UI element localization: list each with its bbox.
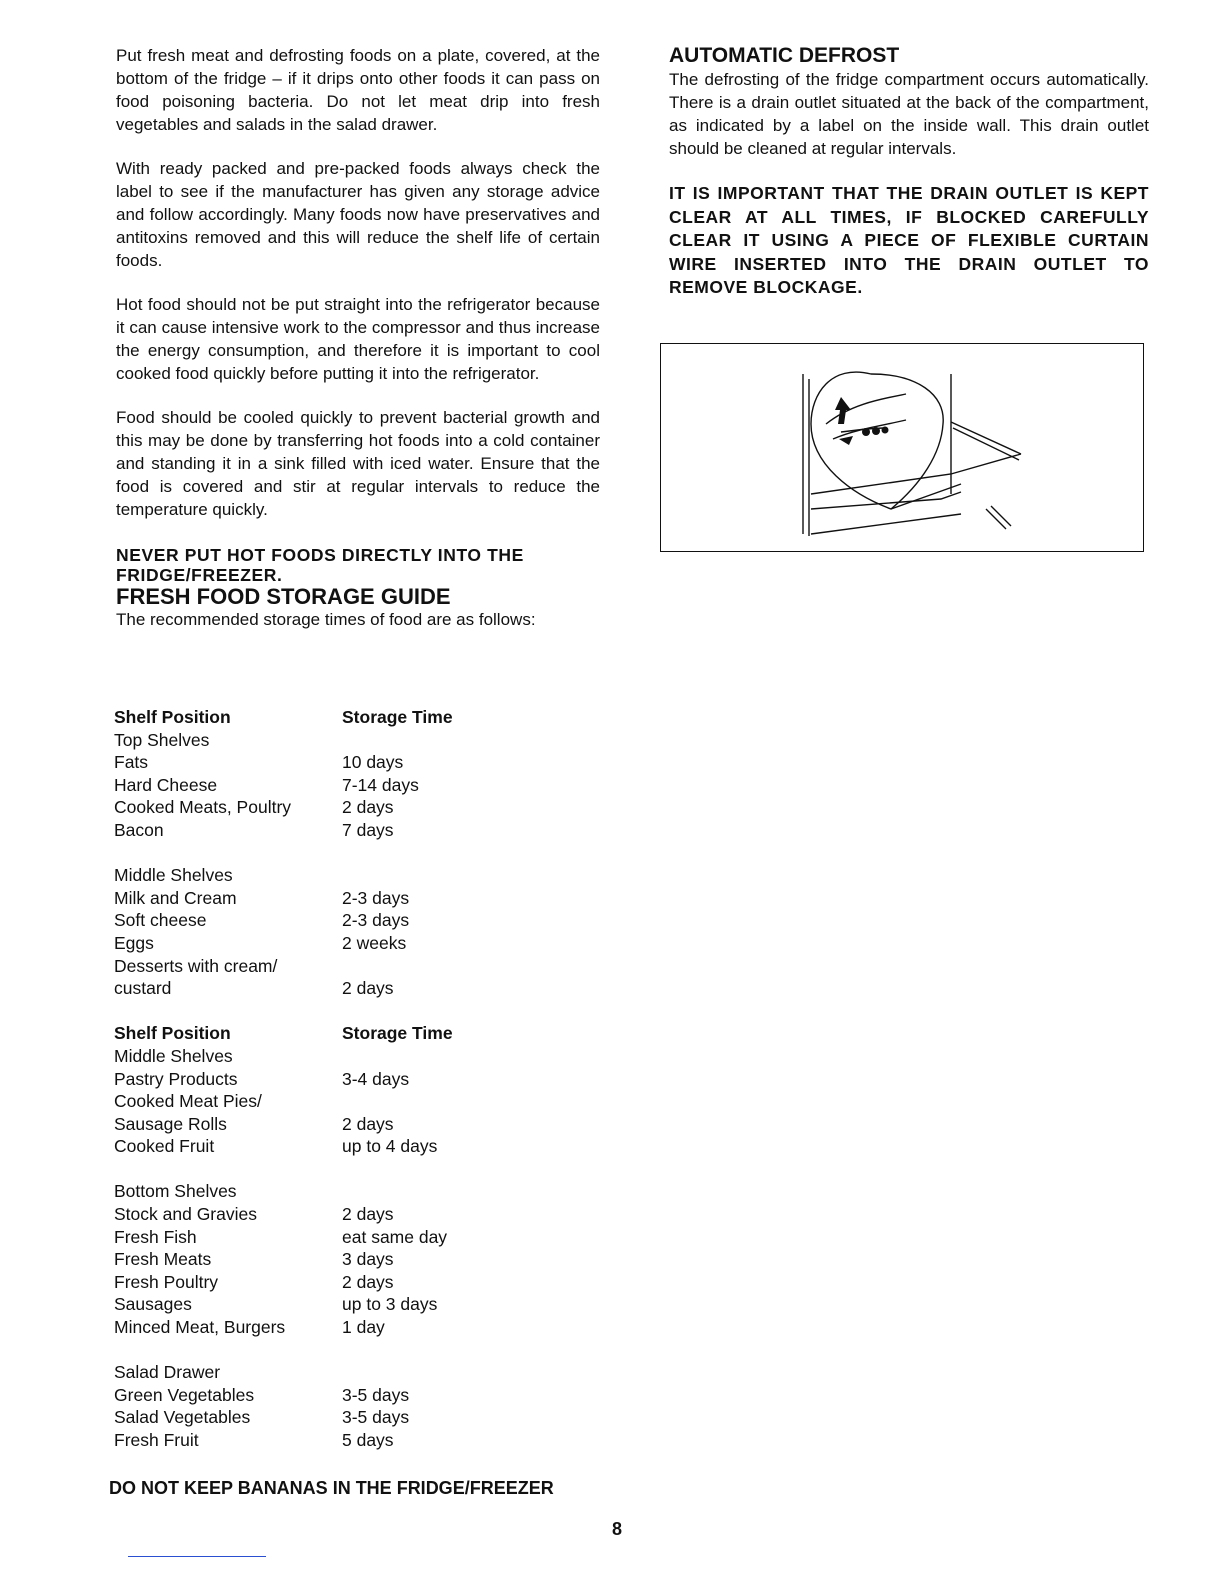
food-item: custard xyxy=(114,978,172,999)
storage-time xyxy=(342,864,528,887)
storage-time xyxy=(342,955,528,978)
table-row xyxy=(108,1135,528,1158)
food-item: Cooked Fruit xyxy=(114,1136,215,1157)
storage-time: 5 days xyxy=(342,1430,394,1450)
table-header-row xyxy=(108,1022,528,1045)
food-item: Sausage Rolls xyxy=(114,1113,227,1134)
food-item: Middle Shelves xyxy=(114,865,233,886)
paragraph-fresh-meat: Put fresh meat and defrosting foods on a plate, covered, at the bottom of the fridge – if it drips onto other foods it can pass on food poisoning bacteria. Do not let meat drip into fresh vegetables and salads in the salad drawer. xyxy=(116,46,600,134)
table-row xyxy=(108,1429,528,1452)
food-item: Fresh Fish xyxy=(114,1226,197,1247)
food-item: Milk and Cream xyxy=(114,887,237,908)
table-row xyxy=(108,1226,528,1249)
table-row xyxy=(108,751,528,774)
column-header-storage-time: Storage Time xyxy=(342,1023,453,1044)
table-row xyxy=(108,887,528,910)
storage-time xyxy=(342,1361,528,1384)
table-row xyxy=(108,977,528,1000)
right-column xyxy=(669,44,1149,300)
footer-rule xyxy=(128,1556,266,1557)
table-row xyxy=(108,955,528,978)
table-row xyxy=(108,932,528,955)
storage-time: up to 4 days xyxy=(342,1136,438,1157)
food-item: Fresh Poultry xyxy=(114,1271,219,1292)
table-row xyxy=(108,774,528,797)
storage-guide-intro: The recommended storage times of food are as follows: xyxy=(116,610,536,629)
storage-time: up to 3 days xyxy=(342,1294,438,1315)
food-item: Soft cheese xyxy=(114,910,207,931)
column-header-shelf-position: Shelf Position xyxy=(114,707,231,727)
food-item: Cooked Meats, Poultry xyxy=(114,797,292,818)
automatic-defrost-text: The defrosting of the fridge compartment occurs automatically. There is a drain outlet situated at the back of the compartment, as indicated by a label on the inside wall. This drain outlet should be cleaned at regular intervals. xyxy=(669,70,1149,158)
food-item: Desserts with cream/ xyxy=(114,955,278,976)
drain-outlet-warning: IT IS IMPORTANT THAT THE DRAIN OUTLET IS KEPT CLEAR AT ALL TIMES, IF BLOCKED CAREFULLY CLEAR IT USING A PIECE OF FLEXIBLE CURTAIN WIRE INSERTED INTO THE DRAIN OUTLET TO REMOVE BLOCKAGE. xyxy=(669,183,1149,297)
food-item: Top Shelves xyxy=(114,729,210,750)
bananas-warning: DO NOT KEEP BANANAS IN THE FRIDGE/FREEZER xyxy=(109,1478,554,1498)
table-row xyxy=(108,909,528,932)
table-header-row xyxy=(108,706,528,729)
storage-time: 3-4 days xyxy=(342,1068,410,1089)
automatic-defrost-title: AUTOMATIC DEFROST xyxy=(669,44,900,67)
table-row xyxy=(108,819,528,842)
storage-time: 7 days xyxy=(342,819,394,840)
table-spacer xyxy=(108,842,528,865)
table-row xyxy=(108,1316,528,1339)
storage-time xyxy=(342,1045,528,1068)
table-row xyxy=(108,1384,528,1407)
food-item: Minced Meat, Burgers xyxy=(114,1317,286,1338)
food-item: Hard Cheese xyxy=(114,774,218,795)
storage-time: 2 days xyxy=(342,1113,394,1134)
storage-time xyxy=(342,729,528,752)
table-row xyxy=(108,1271,528,1294)
food-item: Fats xyxy=(114,752,149,773)
storage-time: 2 weeks xyxy=(342,932,407,953)
table-row xyxy=(108,1248,528,1271)
storage-time: 2 days xyxy=(342,1271,394,1292)
storage-time: 2 days xyxy=(342,1204,394,1225)
table-row xyxy=(108,729,528,752)
food-item: Salad Vegetables xyxy=(114,1407,251,1428)
paragraph-hot-food: Hot food should not be put straight into the refrigerator because it can cause intensive work to the compressor and thus increase the energy consumption, and therefore it is important to cool cooked food quickly before putting it into the refrigerator. xyxy=(116,295,600,383)
fridge-drain-drawing xyxy=(661,344,1145,553)
food-item: Sausages xyxy=(114,1294,192,1315)
table-row xyxy=(108,1361,528,1384)
storage-time: 3 days xyxy=(342,1249,394,1270)
drain-outlet-illustration xyxy=(660,343,1144,552)
table-spacer xyxy=(108,1158,528,1181)
left-column xyxy=(116,44,600,631)
table-row xyxy=(108,1045,528,1068)
food-item: Stock and Gravies xyxy=(114,1204,257,1225)
paragraph-packed-foods: With ready packed and pre-packed foods always check the label to see if the manufacturer has given any storage advice and follow accordingly. Many foods now have preservatives and antitoxins removed and this will reduce the shelf life of certain foods. xyxy=(116,159,600,270)
storage-time xyxy=(342,1090,528,1113)
food-item: Bottom Shelves xyxy=(114,1181,237,1202)
storage-time: 2-3 days xyxy=(342,887,410,908)
storage-time xyxy=(342,1180,528,1203)
storage-time: 2-3 days xyxy=(342,910,410,931)
table-row xyxy=(108,1293,528,1316)
column-header-storage-time: Storage Time xyxy=(342,707,453,727)
storage-time: 3-5 days xyxy=(342,1407,410,1428)
table-row xyxy=(108,1068,528,1091)
storage-time: eat same day xyxy=(342,1226,448,1247)
table-row xyxy=(108,1180,528,1203)
table-row xyxy=(108,1203,528,1226)
table-row xyxy=(108,1406,528,1429)
table-spacer xyxy=(108,1339,528,1362)
table-row xyxy=(108,796,528,819)
food-item: Bacon xyxy=(114,819,164,840)
table-spacer xyxy=(108,1000,528,1023)
storage-time: 10 days xyxy=(342,752,404,773)
storage-time: 1 day xyxy=(342,1317,385,1338)
column-header-shelf-position: Shelf Position xyxy=(114,1023,231,1044)
food-item: Fresh Meats xyxy=(114,1249,212,1270)
food-item: Green Vegetables xyxy=(114,1384,255,1405)
food-item: Middle Shelves xyxy=(114,1045,233,1066)
page-number: 8 xyxy=(612,1519,623,1539)
food-item: Fresh Fruit xyxy=(114,1430,199,1450)
food-item: Cooked Meat Pies/ xyxy=(114,1091,262,1112)
storage-time: 7-14 days xyxy=(342,774,419,795)
hot-food-warning: NEVER PUT HOT FOODS DIRECTLY INTO THE FRIDGE/FREEZER. xyxy=(116,545,524,585)
food-item: Eggs xyxy=(114,932,154,953)
paragraph-cooling: Food should be cooled quickly to prevent bacterial growth and this may be done by transferring hot foods into a cold container and standing it in a sink filled with iced water. Ensure that the food is covered and stir at regular intervals to reduce the temperature quickly. xyxy=(116,408,600,519)
storage-guide-title: FRESH FOOD STORAGE GUIDE xyxy=(116,584,451,609)
table-row xyxy=(108,1090,528,1113)
storage-time: 2 days xyxy=(342,978,394,999)
table-row xyxy=(108,1113,528,1136)
storage-time: 3-5 days xyxy=(342,1384,410,1405)
food-item: Salad Drawer xyxy=(114,1362,221,1383)
storage-time: 2 days xyxy=(342,797,394,818)
storage-time-table xyxy=(108,706,528,1452)
food-item: Pastry Products xyxy=(114,1068,238,1089)
table-row xyxy=(108,864,528,887)
